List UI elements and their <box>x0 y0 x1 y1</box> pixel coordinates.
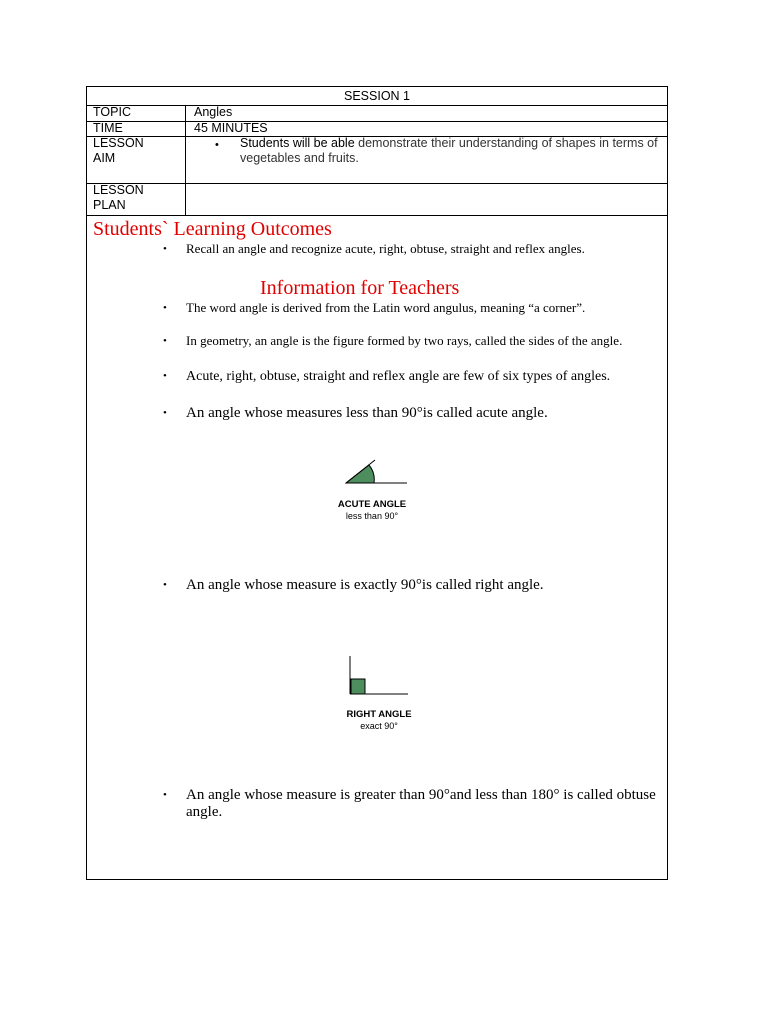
lesson-aim-label <box>87 136 186 183</box>
time-value: 45 MINUTES <box>194 121 268 135</box>
list-item <box>163 241 656 258</box>
acute-angle-icon <box>345 443 415 485</box>
bullet-icon: • <box>163 335 167 347</box>
list-item-text: Acute, right, obtuse, straight and reflex angle are few of six types of angles. <box>186 369 611 384</box>
lesson-aim-rest: demonstrate their understanding of shapes in terms of vegetables and fruits. <box>240 136 658 165</box>
lesson-aim-row <box>87 136 667 184</box>
bullet-icon: • <box>163 302 167 314</box>
bullet-icon: • <box>215 139 219 151</box>
acute-angle-arc <box>346 465 374 483</box>
list-item-text: In geometry, an angle is the figure formed by two rays, called the sides of the angle. <box>186 333 623 348</box>
bullet-icon: • <box>163 789 167 801</box>
right-angle-icon <box>348 655 410 697</box>
session-header: SESSION 1 <box>87 87 667 106</box>
list-item-text: An angle whose measure is exactly 90°is called right angle. <box>186 577 544 593</box>
lesson-plan-label-line1: LESSON <box>93 183 144 197</box>
topic-value: Angles <box>194 105 233 119</box>
list-item <box>163 787 656 821</box>
lesson-aim-value <box>187 136 667 183</box>
lesson-plan-label-line2: PLAN <box>93 198 126 212</box>
lesson-aim-label-line2: AIM <box>93 151 116 165</box>
lesson-aim-strong: Students will be able <box>240 136 355 150</box>
learning-outcomes-heading: Students` Learning Outcomes <box>93 218 332 240</box>
acute-angle-subtitle: less than 90° <box>345 511 399 521</box>
right-angle-subtitle: exact 90° <box>360 721 398 731</box>
lesson-plan-row <box>87 183 667 216</box>
right-angle-square <box>351 679 365 694</box>
list-item-text: An angle whose measure is greater than 90°and less than 180° is called obtuse angle. <box>186 787 656 820</box>
list-item-text: Recall an angle and recognize acute, right, obtuse, straight and reflex angles. <box>186 241 585 256</box>
teachers-info-heading: Information for Teachers <box>260 277 460 299</box>
list-item <box>163 577 656 594</box>
lesson-plan-label <box>87 183 186 215</box>
bullet-icon: • <box>163 243 167 255</box>
bullet-icon: • <box>163 370 167 382</box>
time-row <box>87 121 667 137</box>
topic-row <box>87 105 667 122</box>
time-label: TIME <box>87 121 186 136</box>
list-item <box>163 368 656 386</box>
right-angle-title: RIGHT ANGLE <box>346 709 412 720</box>
lesson-plan-value <box>187 183 667 215</box>
list-item-text: An angle whose measures less than 90°is called acute angle. <box>186 405 548 421</box>
list-item <box>163 333 656 350</box>
bullet-icon: • <box>163 579 167 591</box>
lesson-plan-sheet <box>86 86 668 880</box>
list-item <box>163 405 656 422</box>
acute-angle-title: ACUTE ANGLE <box>337 499 407 510</box>
list-item-text: The word angle is derived from the Latin word angulus, meaning “a corner”. <box>186 300 586 315</box>
list-item <box>163 300 656 317</box>
bullet-icon: • <box>163 407 167 419</box>
lesson-aim-text <box>240 136 659 166</box>
lesson-aim-label-line1: LESSON <box>93 136 144 150</box>
topic-label: TOPIC <box>87 105 186 121</box>
